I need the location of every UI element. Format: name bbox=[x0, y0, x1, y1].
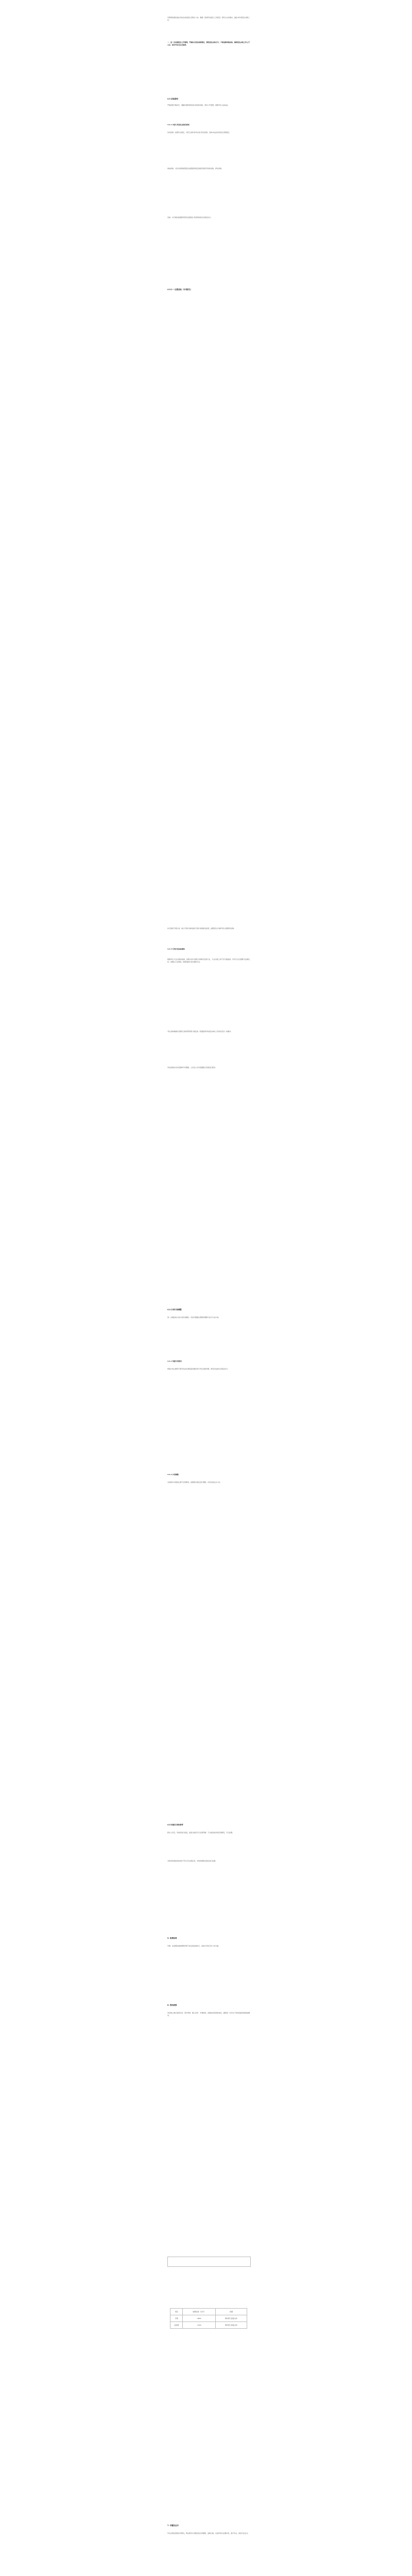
section-paragraph: 考生身体健康状况须符合教育部等部门制定的《普通高等学校招生体检工作指导意见》的要求。 bbox=[167, 1030, 233, 1032]
section-heading: 4.3.2 一志愿录取（专项招生） bbox=[167, 289, 193, 291]
section-paragraph: 其他：未尽事宜按照教育部及省级招生考试机构的有关规定执行。 bbox=[167, 216, 213, 218]
intro-paragraph-bold: 一、进一步加强招生工作管理，严格执行招生政策规定，规范招生录取行为，不得违规承诺录取，确保招生录取工作公平公正，接受考生及社会监督。 bbox=[167, 41, 250, 46]
fee-table bbox=[170, 2308, 247, 2329]
section-paragraph: 对患有疾病或身体条件不符合有关规定者，学校依照相关规定进行处理。 bbox=[167, 1860, 217, 1862]
table-cell: 1200 bbox=[183, 2322, 215, 2329]
table-header-cell: 收费标准（元/年） bbox=[183, 2309, 215, 2315]
section-paragraph: 单独录取：对有关特殊类型招生按照国家规定的程序组织考试和录取，择优录取。 bbox=[167, 167, 224, 170]
section-subheading: 4.3.3 专项计划录取规则 bbox=[167, 948, 185, 950]
section-paragraph: 学校建立健全奖助学金、助学贷款、勤工助学、学费减免、困难补助等资助体系，确保每一位学生不因家庭经济困难而辍学。 bbox=[167, 2012, 250, 2017]
section-heading: 6. 资助政策 bbox=[167, 2004, 177, 2006]
table-cell: 物价部门批复文件 bbox=[215, 2322, 247, 2329]
section-heading: 5. 收费标准 bbox=[167, 1937, 177, 1939]
section-subheading: 4.4.1 预留计划使用 bbox=[167, 1360, 182, 1362]
table-header-cell: 依据 bbox=[215, 2309, 247, 2315]
table-row bbox=[170, 2315, 247, 2322]
intro-paragraph: 学费等收费标准在学校发布的招生章程中公布。根据《高等学校招生工作规定》等有关文件要求，做好本年度招生录取工作。 bbox=[167, 16, 250, 22]
section-paragraph: 执行国家专项计划、地方专项计划和高校专项计划的相关政策，按照招生计划和考生志愿择优录取。 bbox=[167, 927, 236, 929]
table-cell: 住宿费 bbox=[170, 2322, 183, 2329]
notice-box bbox=[167, 2257, 251, 2267]
section-heading: 4.3 录取原则 bbox=[167, 98, 178, 100]
section-paragraph: 预留计划主要用于调节各省生源质量及解决同分考生录取问题，使用办法按有关规定执行。 bbox=[167, 1368, 230, 1370]
table-cell: 学费 bbox=[170, 2315, 183, 2322]
section-heading: 4.5 体检与身体条件 bbox=[167, 1824, 183, 1826]
section-heading: 4.4 分省计划调整 bbox=[167, 1309, 182, 1311]
table-row bbox=[170, 2322, 247, 2329]
section-paragraph: 免试录取：按照有关规定，对符合条件的考生进行免试录取，具体办法由学校招生章程规定。 bbox=[167, 131, 231, 133]
section-subheading: 4.3.1 申请门类招生录取的原则 bbox=[167, 124, 190, 126]
table-header-row bbox=[170, 2309, 247, 2315]
section-paragraph: 新生入学后，学校将进行复查，复查合格者予以注册学籍；不合格者由学校区别情况，予以处理。 bbox=[167, 1832, 234, 1834]
section-paragraph: 学校录取时对外语语种不作限制，入学后公共外语课程以英语进行教学。 bbox=[167, 1066, 217, 1069]
section-paragraph: 严格按照分数优先、遵循志愿的原则进行投档和录取，坚持公开透明，保障考生合法权益。 bbox=[167, 104, 230, 106]
section-heading: 7. 学籍及证书 bbox=[167, 2524, 179, 2527]
table-cell: 物价部门批复文件 bbox=[215, 2315, 247, 2322]
section-paragraph: 根据考生专业志愿和成绩，按照从高分到低分的顺序安排专业，专业志愿之间不设分数级差。所有专业志愿都无法满足时，如服从专业调剂，则调剂到计划未满的专业。 bbox=[167, 958, 250, 963]
section-paragraph: 第一志愿投档分省计划有余额时，学校可根据生源情况调整分省分专业计划。 bbox=[167, 1316, 220, 1318]
table-cell: 4800 bbox=[183, 2315, 215, 2322]
section-paragraph: 学费、住宿费标准按照物价部门核定的标准执行，具体以学校当年公布为准。 bbox=[167, 1945, 220, 1947]
section-paragraph: 对录取中出现的生源不足等情况，按照相关规定进行调整，并及时向社会公布。 bbox=[167, 1481, 222, 1483]
table-header-cell: 项目 bbox=[170, 2309, 183, 2315]
section-paragraph: 学生在规定的修业年限内，修完教学计划规定的全部课程，成绩合格，达到学校毕业要求者，准予毕业，颁发毕业证书。 bbox=[167, 2532, 250, 2534]
section-subheading: 4.4.2 计划调整 bbox=[167, 1473, 179, 1476]
